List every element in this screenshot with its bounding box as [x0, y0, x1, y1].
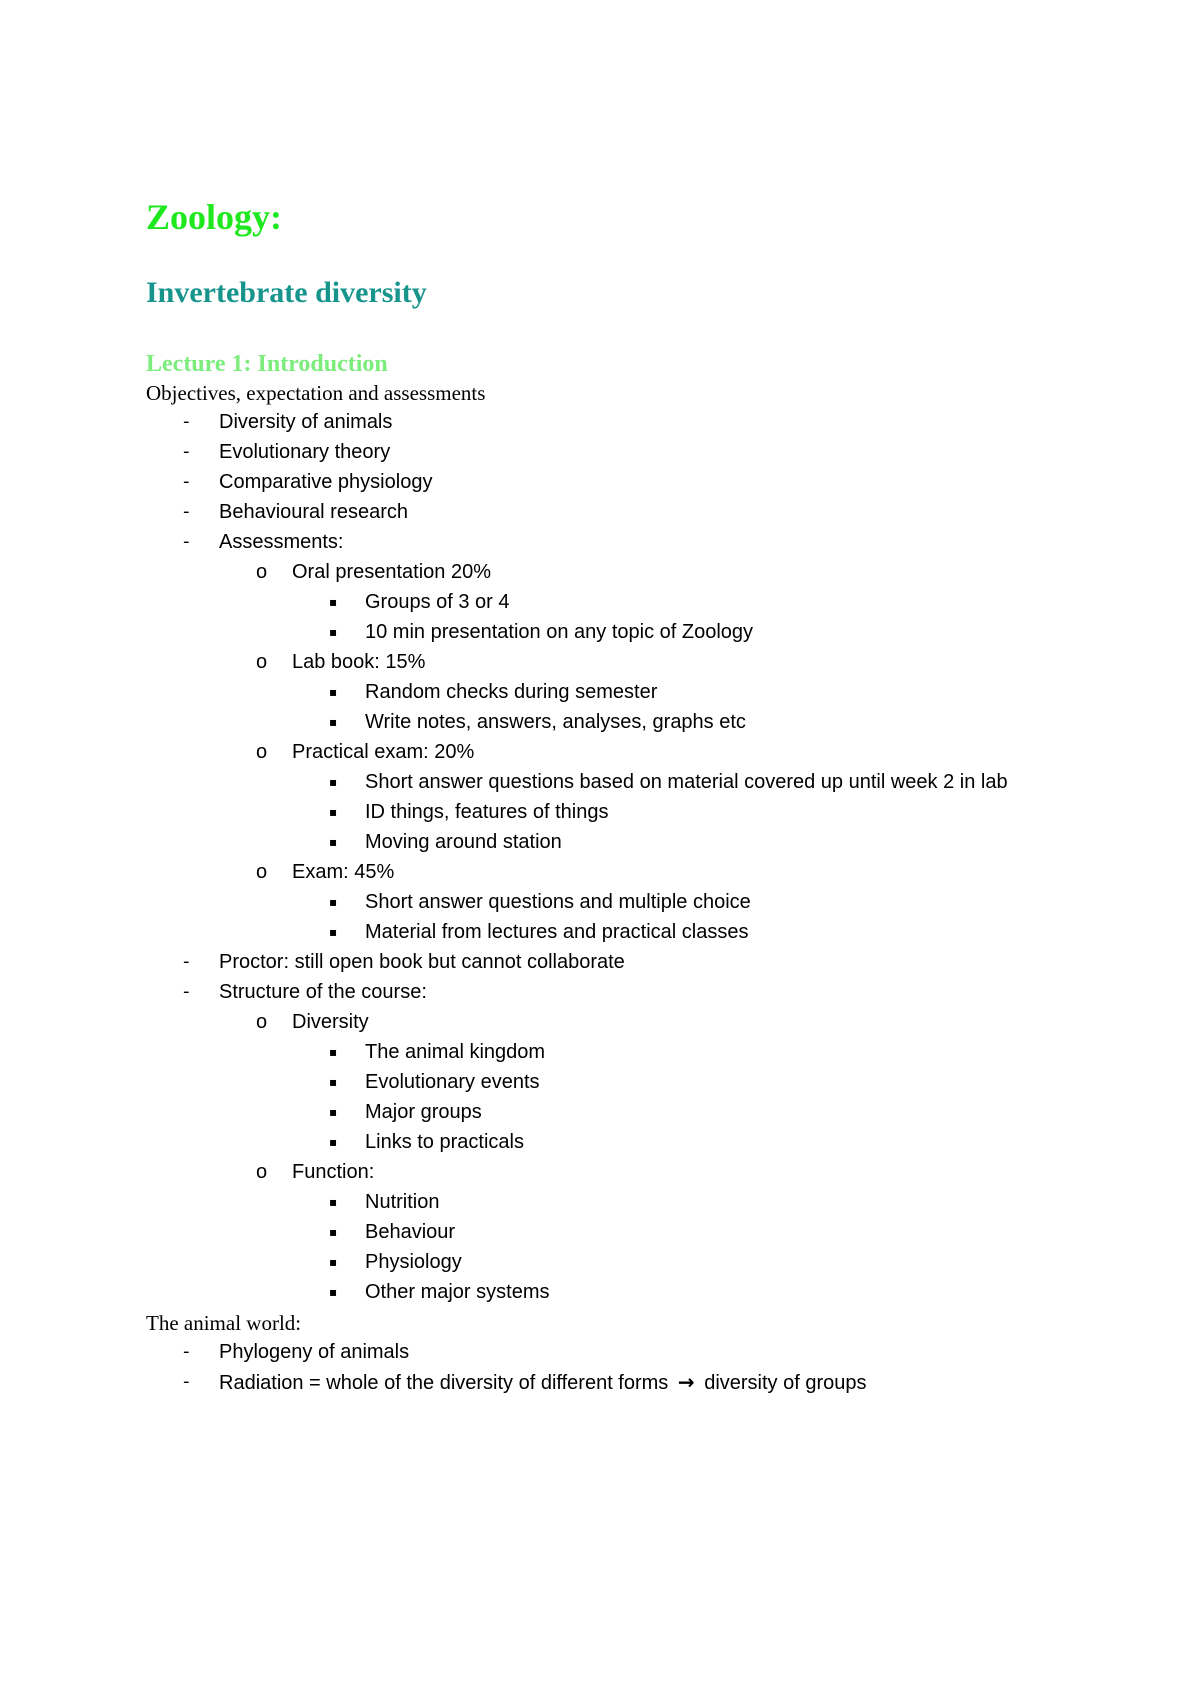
- list-item-text: Material from lectures and practical classes: [365, 921, 749, 943]
- list-item: [146, 737, 1066, 767]
- list-item-text: Diversity of animals: [219, 411, 393, 433]
- list-item: [146, 857, 1066, 887]
- list-item-text: Random checks during semester: [365, 681, 658, 703]
- list-item-text: Short answer questions based on material covered up until week 2 in lab: [365, 771, 1008, 793]
- list-item: [146, 497, 1066, 527]
- objectives-line: Objectives, expectation and assessments: [146, 381, 486, 405]
- document-subtitle: Invertebrate diversity: [146, 276, 427, 309]
- list-item-text: Nutrition: [365, 1191, 440, 1213]
- square-bullet-icon: ▪: [329, 835, 338, 849]
- square-bullet-icon: ▪: [329, 1045, 338, 1059]
- list-item: [146, 407, 1066, 437]
- list-item-text: Diversity: [292, 1011, 369, 1033]
- dash-bullet-icon: -: [183, 531, 190, 552]
- dash-bullet-icon: -: [183, 1341, 190, 1362]
- square-bullet-icon: ▪: [329, 1075, 338, 1089]
- square-bullet-icon: ▪: [329, 625, 338, 639]
- list-item-text: Other major systems: [365, 1281, 550, 1303]
- circle-bullet-icon: o: [256, 1011, 268, 1033]
- list-item: [146, 887, 1066, 917]
- dash-bullet-icon: -: [183, 951, 190, 972]
- list-item: [146, 1037, 1066, 1067]
- list-item-text: Major groups: [365, 1101, 482, 1123]
- dash-bullet-icon: -: [183, 471, 190, 492]
- document-content: [146, 195, 1066, 1398]
- list-item-text: Moving around station: [365, 831, 562, 853]
- list-item-text: 10 min presentation on any topic of Zoology: [365, 621, 754, 643]
- list-item-text: Function:: [292, 1161, 375, 1183]
- list-item-text: Behaviour: [365, 1221, 456, 1243]
- circle-bullet-icon: o: [256, 561, 268, 583]
- list-item: [146, 527, 1066, 557]
- list-item: [146, 977, 1066, 1007]
- circle-bullet-icon: o: [256, 1161, 268, 1183]
- list-item-text: Groups of 3 or 4: [365, 591, 510, 613]
- list-item: [146, 677, 1066, 707]
- list-item-text: Lab book: 15%: [292, 651, 426, 673]
- square-bullet-icon: ▪: [329, 1285, 338, 1299]
- list-item: [146, 437, 1066, 467]
- list-item-text: Behavioural research: [219, 501, 408, 523]
- list-item-text: Radiation = whole of the diversity of different forms: [219, 1372, 669, 1394]
- square-bullet-icon: ▪: [329, 685, 338, 699]
- animal-world-list: [146, 1337, 1066, 1398]
- list-item: [146, 947, 1066, 977]
- square-bullet-icon: ▪: [329, 1225, 338, 1239]
- list-item: [146, 1277, 1066, 1307]
- list-item-text: Proctor: still open book but cannot collaborate: [219, 951, 625, 973]
- list-item: [146, 767, 1066, 797]
- list-item-text: Physiology: [365, 1251, 462, 1273]
- list-item: [146, 827, 1066, 857]
- list-item: [146, 1217, 1066, 1247]
- list-item-text: Comparative physiology: [219, 471, 433, 493]
- circle-bullet-icon: o: [256, 861, 268, 883]
- list-item: [146, 647, 1066, 677]
- list-item-text: Write notes, answers, analyses, graphs etc: [365, 711, 746, 733]
- list-item-text: Short answer questions and multiple choice: [365, 891, 751, 913]
- list-item: [146, 917, 1066, 947]
- dash-bullet-icon: -: [183, 1371, 190, 1392]
- circle-bullet-icon: o: [256, 741, 268, 763]
- list-item-text: Exam: 45%: [292, 861, 395, 883]
- right-arrow-icon: →: [677, 1370, 695, 1394]
- list-item: [146, 557, 1066, 587]
- list-item-text: ID things, features of things: [365, 801, 609, 823]
- square-bullet-icon: ▪: [329, 805, 338, 819]
- list-item-text: Evolutionary events: [365, 1071, 540, 1093]
- circle-bullet-icon: o: [256, 651, 268, 673]
- list-item: [146, 1127, 1066, 1157]
- list-item: [146, 587, 1066, 617]
- dash-bullet-icon: -: [183, 411, 190, 432]
- dash-bullet-icon: -: [183, 981, 190, 1002]
- list-item: [146, 1157, 1066, 1187]
- list-item-text-after-arrow: diversity of groups: [704, 1372, 867, 1394]
- square-bullet-icon: ▪: [329, 895, 338, 909]
- square-bullet-icon: ▪: [329, 1135, 338, 1149]
- lecture-heading: Lecture 1: Introduction: [146, 351, 388, 377]
- square-bullet-icon: ▪: [329, 775, 338, 789]
- square-bullet-icon: ▪: [329, 595, 338, 609]
- list-item: [146, 1247, 1066, 1277]
- list-item-text: Structure of the course:: [219, 981, 427, 1003]
- square-bullet-icon: ▪: [329, 1195, 338, 1209]
- animal-world-line: The animal world:: [146, 1311, 302, 1335]
- document-title: Zoology:: [146, 197, 283, 237]
- list-item: [146, 1187, 1066, 1217]
- square-bullet-icon: ▪: [329, 1105, 338, 1119]
- objectives-list: [146, 407, 1066, 1307]
- list-item-text: Evolutionary theory: [219, 441, 391, 463]
- square-bullet-icon: ▪: [329, 1255, 338, 1269]
- list-item-text: The animal kingdom: [365, 1041, 546, 1063]
- list-item-text: Phylogeny of animals: [219, 1341, 410, 1363]
- list-item: [146, 1067, 1066, 1097]
- list-item: [146, 467, 1066, 497]
- list-item: [146, 1337, 1066, 1367]
- list-item: [146, 1367, 1066, 1398]
- list-item: [146, 707, 1066, 737]
- list-item: [146, 1007, 1066, 1037]
- list-item-text: Practical exam: 20%: [292, 741, 475, 763]
- list-item: [146, 617, 1066, 647]
- list-item-text: Assessments:: [219, 531, 344, 553]
- square-bullet-icon: ▪: [329, 715, 338, 729]
- list-item: [146, 797, 1066, 827]
- dash-bullet-icon: -: [183, 441, 190, 462]
- list-item-text: Oral presentation 20%: [292, 561, 492, 583]
- dash-bullet-icon: -: [183, 501, 190, 522]
- list-item: [146, 1097, 1066, 1127]
- square-bullet-icon: ▪: [329, 925, 338, 939]
- list-item-text: Links to practicals: [365, 1131, 524, 1153]
